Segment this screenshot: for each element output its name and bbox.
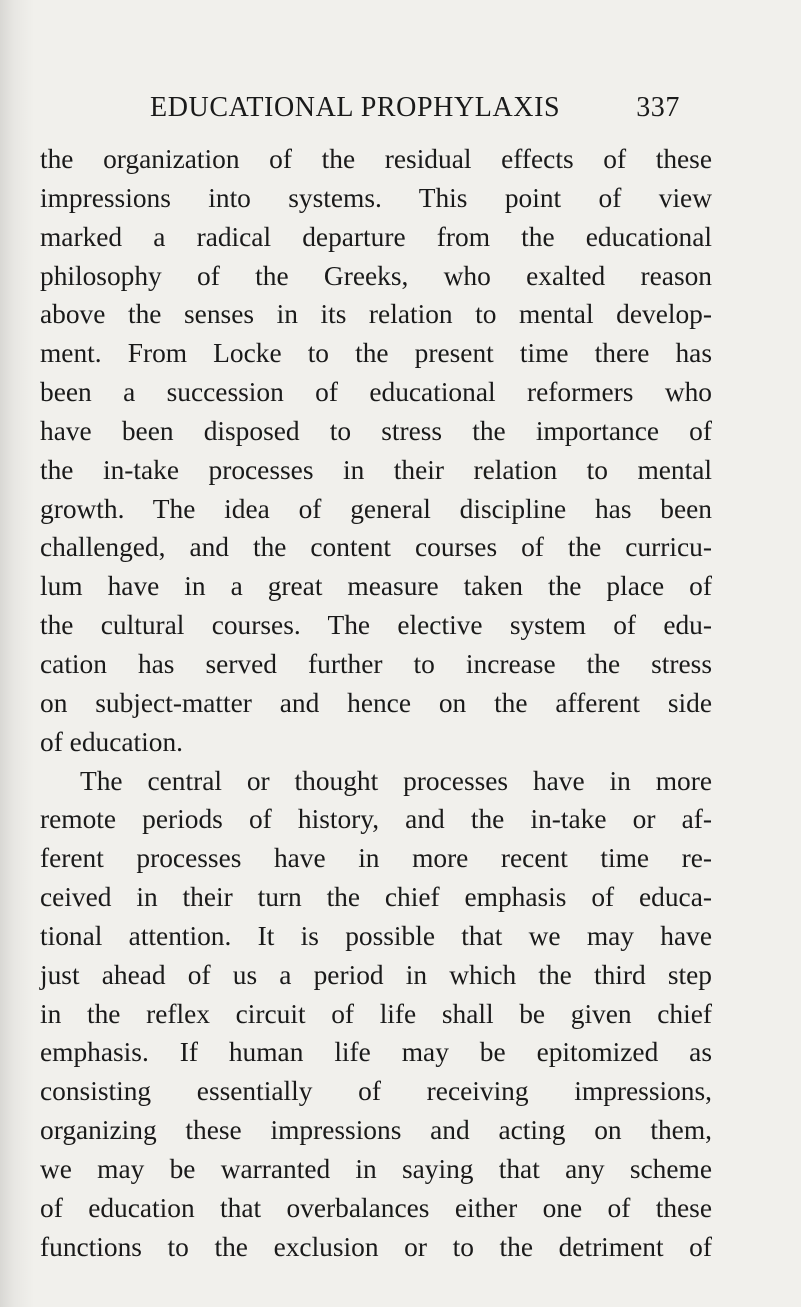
text-line: just ahead of us a period in which the third step bbox=[40, 959, 712, 990]
text-line: philosophy of the Greeks, who exalted reason bbox=[40, 260, 712, 291]
text-line: of education. bbox=[40, 726, 183, 757]
page-number: 337 bbox=[636, 92, 680, 123]
text-line: remote periods of history, and the in-take or af- bbox=[40, 804, 712, 835]
text-line: consisting essentially of receiving impressions, bbox=[40, 1076, 712, 1107]
text-line: organizing these impressions and acting on them, bbox=[40, 1115, 712, 1146]
text-line: we may be warranted in saying that any scheme bbox=[40, 1153, 712, 1184]
text-line: on subject-matter and hence on the afferent side bbox=[40, 687, 712, 718]
text-line: marked a radical departure from the educational bbox=[40, 221, 712, 252]
text-line: the organization of the residual effects of these bbox=[40, 144, 712, 174]
text-line: cation has served further to increase the stress bbox=[40, 648, 712, 679]
text-line: been a succession of educational reformers who bbox=[40, 377, 712, 408]
text-line: functions to the exclusion or to the detriment of bbox=[40, 1231, 712, 1262]
text-line: ceived in their turn the chief emphasis of educa- bbox=[40, 882, 712, 913]
text-line: impressions into systems. This point of view bbox=[40, 182, 712, 213]
body-text bbox=[40, 140, 712, 1266]
paragraph-1 bbox=[40, 140, 712, 762]
text-line: of education that overbalances either one of these bbox=[40, 1192, 712, 1223]
text-line: above the senses in its relation to mental develop- bbox=[40, 299, 712, 330]
running-head bbox=[150, 88, 680, 128]
text-line: in the reflex circuit of life shall be given chief bbox=[40, 998, 712, 1029]
text-line: ferent processes have in more recent time re- bbox=[40, 843, 712, 874]
text-line: have been disposed to stress the importance of bbox=[40, 415, 712, 446]
text-line: The central or thought processes have in more bbox=[80, 765, 712, 796]
text-line: ment. From Locke to the present time there has bbox=[40, 338, 712, 369]
text-line: lum have in a great measure taken the place of bbox=[40, 571, 712, 602]
text-line: tional attention. It is possible that we may have bbox=[40, 920, 712, 951]
text-line: growth. The idea of general discipline has been bbox=[40, 493, 712, 524]
text-line: the cultural courses. The elective system of edu- bbox=[40, 610, 712, 641]
running-head-title: EDUCATIONAL PROPHYLAXIS bbox=[150, 92, 561, 123]
text-line: emphasis. If human life may be epitomized as bbox=[40, 1037, 712, 1068]
text-line: challenged, and the content courses of the curricu- bbox=[40, 532, 712, 563]
text-line: the in-take processes in their relation to mental bbox=[40, 454, 712, 485]
paragraph-2 bbox=[40, 762, 712, 1267]
